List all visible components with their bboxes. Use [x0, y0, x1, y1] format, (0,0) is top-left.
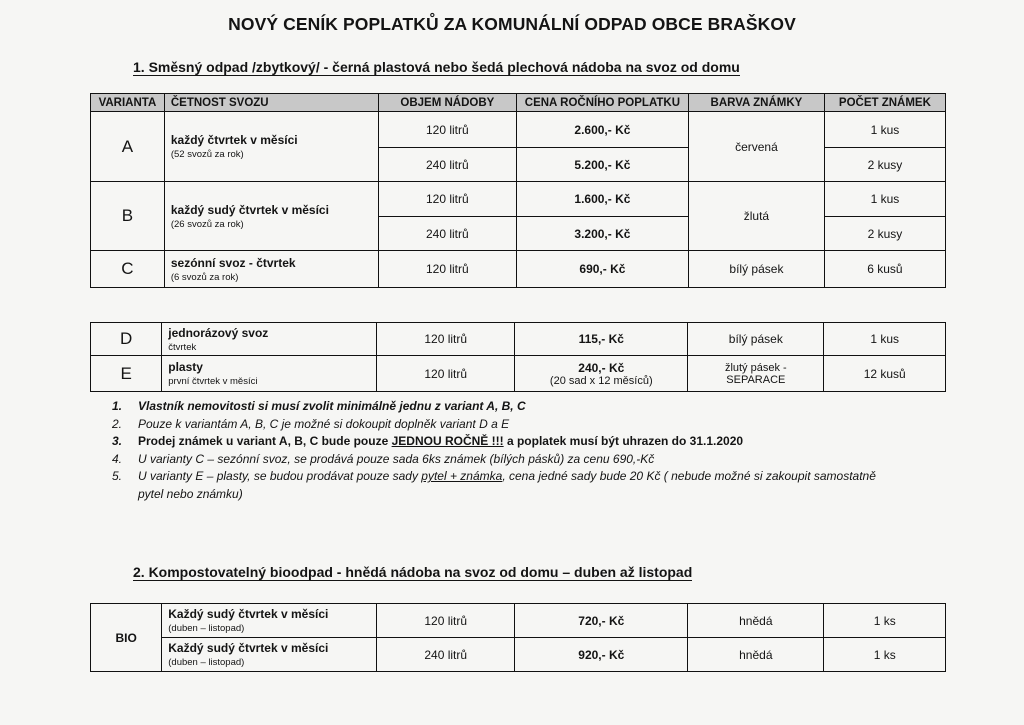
note-5 [112, 468, 876, 486]
table-row [91, 604, 946, 638]
note-3-text-a: Prodej známek u variant A, B, C bude pouze [138, 434, 392, 449]
page-title: NOVÝ CENÍK POPLATKŮ ZA KOMUNÁLNÍ ODPAD OBCE BRAŠKOV [228, 14, 796, 34]
frequency-b-label: každý sudý čtvrtek v měsíci [170, 202, 329, 217]
price-e-value: 240,- Kč [578, 360, 625, 375]
count-b1: 1 kus [824, 182, 945, 217]
table-row [91, 323, 946, 356]
table-row [91, 112, 946, 148]
color-b: žlutá [689, 182, 825, 251]
frequency-bio-2-label: Každý sudý čtvrtek v měsíci [168, 641, 329, 655]
variant-e: E [91, 356, 162, 392]
note-1-number: 1. [112, 399, 123, 413]
header-volume: OBJEM NÁDOBY [378, 94, 516, 112]
note-2-number: 2. [112, 416, 123, 431]
frequency-b-sub: (26 svozů za rok) [170, 218, 244, 230]
count-d: 1 kus [824, 323, 946, 356]
volume-d: 120 litrů [377, 323, 515, 356]
color-a: červená [689, 112, 825, 182]
count-bio-1: 1 ks [824, 604, 946, 638]
price-a1: 2.600,- Kč [516, 112, 688, 148]
note-2 [112, 416, 876, 434]
frequency-d-label: jednorázový svoz [168, 325, 269, 340]
variant-bio: BIO [91, 604, 162, 672]
frequency-bio-1-label: Každý sudý čtvrtek v měsíci [168, 607, 329, 621]
volume-bio-2: 240 litrů [377, 638, 515, 672]
header-frequency: ČETNOST SVOZU [164, 94, 378, 112]
note-3-underlined: JEDNOU ROČNĚ !!! [391, 434, 504, 449]
frequency-bio-1 [162, 604, 377, 638]
variant-c: C [91, 251, 165, 288]
volume-e: 120 litrů [377, 356, 515, 392]
volume-b1: 120 litrů [378, 182, 516, 217]
section2-heading: 2. Kompostovatelný bioodpad - hnědá nádoba na svoz od domu – duben až listopad [133, 564, 693, 580]
price-bio-2: 920,- Kč [515, 638, 688, 672]
price-a2: 5.200,- Kč [516, 148, 688, 182]
frequency-d-sub: čtvrtek [168, 341, 197, 353]
frequency-bio-1-sub: (duben – listopad) [168, 623, 245, 634]
note-4-number: 4. [112, 451, 123, 466]
note-3-text-b: a poplatek musí být uhrazen do 31.1.2020 [503, 434, 744, 449]
table-header-row [91, 94, 946, 112]
note-5-text-b: , cena jedné sady bude 20 Kč ( nebude možné si zakoupit samostatně [502, 469, 876, 484]
frequency-e-label: plasty [168, 360, 203, 374]
count-bio-2: 1 ks [824, 638, 946, 672]
variant-b: B [91, 182, 165, 251]
frequency-a-label: každý čtvrtek v měsíci [170, 133, 298, 147]
note-2-text: Pouze k variantám A, B, C je možné si dokoupit doplněk variant D a E [138, 416, 510, 431]
header-count: POČET ZNÁMEK [824, 94, 945, 112]
frequency-c [164, 251, 378, 288]
frequency-c-label: sezónní svoz - čtvrtek [170, 255, 296, 270]
color-c: bílý pásek [689, 251, 825, 288]
price-e [515, 356, 688, 392]
count-c: 6 kusů [824, 251, 945, 288]
volume-c: 120 litrů [378, 251, 516, 288]
color-bio-1: hnědá [688, 604, 824, 638]
frequency-c-sub: (6 svozů za rok) [170, 271, 239, 283]
volume-a1: 120 litrů [378, 112, 516, 148]
volume-bio-1: 120 litrů [377, 604, 515, 638]
note-3 [112, 433, 876, 451]
count-a1: 1 kus [824, 112, 945, 148]
header-price: CENA ROČNÍHO POPLATKU [516, 94, 688, 112]
note-4-text: U varianty C – sezónní svoz, se prodává pouze sada 6ks známek (bílých pásků) za cenu 690,-Kč [138, 451, 655, 466]
note-4 [112, 451, 876, 469]
table-row [91, 251, 946, 288]
bio-price-table [90, 603, 946, 672]
header-variant: VARIANTA [91, 94, 165, 112]
note-5-continued [112, 486, 876, 504]
color-bio-2: hnědá [688, 638, 824, 672]
frequency-bio-2 [162, 638, 377, 672]
table-row [91, 356, 946, 392]
note-5-text-a: U varianty E – plasty, se budou prodávat pouze sady [138, 469, 422, 484]
count-e: 12 kusů [824, 356, 946, 392]
frequency-e [162, 356, 377, 392]
table-row [91, 638, 946, 672]
frequency-e-sub: první čtvrtek v měsíci [168, 376, 258, 387]
count-a2: 2 kusy [824, 148, 945, 182]
notes-list [112, 398, 876, 504]
note-5-underlined: pytel + známka [421, 469, 503, 484]
color-e: žlutý pásek - SEPARACE [688, 356, 824, 392]
price-bio-1: 720,- Kč [515, 604, 688, 638]
main-price-table [90, 93, 946, 288]
table-row [91, 182, 946, 217]
price-b2: 3.200,- Kč [516, 217, 688, 251]
section1-heading: 1. Směsný odpad /zbytkový/ - černá plastová nebo šedá plechová nádoba na svoz od domu [133, 59, 740, 75]
addon-price-table [90, 322, 946, 392]
price-e-sub: (20 sad x 12 měsíců) [549, 374, 653, 387]
frequency-b [164, 182, 378, 251]
price-c: 690,- Kč [516, 251, 688, 288]
price-d: 115,- Kč [515, 323, 688, 356]
count-b2: 2 kusy [824, 217, 945, 251]
note-5-number: 5. [112, 469, 123, 484]
note-1 [112, 398, 876, 416]
color-d: bílý pásek [688, 323, 824, 356]
frequency-a [164, 112, 378, 182]
note-5-text-c: pytel nebo známku) [138, 486, 243, 501]
volume-a2: 240 litrů [378, 148, 516, 182]
note-1-text: Vlastník nemovitosti si musí zvolit minimálně jednu z variant A, B, C [138, 399, 526, 413]
header-color: BARVA ZNÁMKY [689, 94, 825, 112]
volume-b2: 240 litrů [378, 217, 516, 251]
note-3-number: 3. [112, 434, 123, 449]
frequency-bio-2-sub: (duben – listopad) [168, 657, 245, 668]
frequency-a-sub: (52 svozů za rok) [170, 149, 244, 160]
variant-d: D [91, 323, 162, 356]
variant-a: A [91, 112, 165, 182]
frequency-d [162, 323, 377, 356]
price-b1: 1.600,- Kč [516, 182, 688, 217]
